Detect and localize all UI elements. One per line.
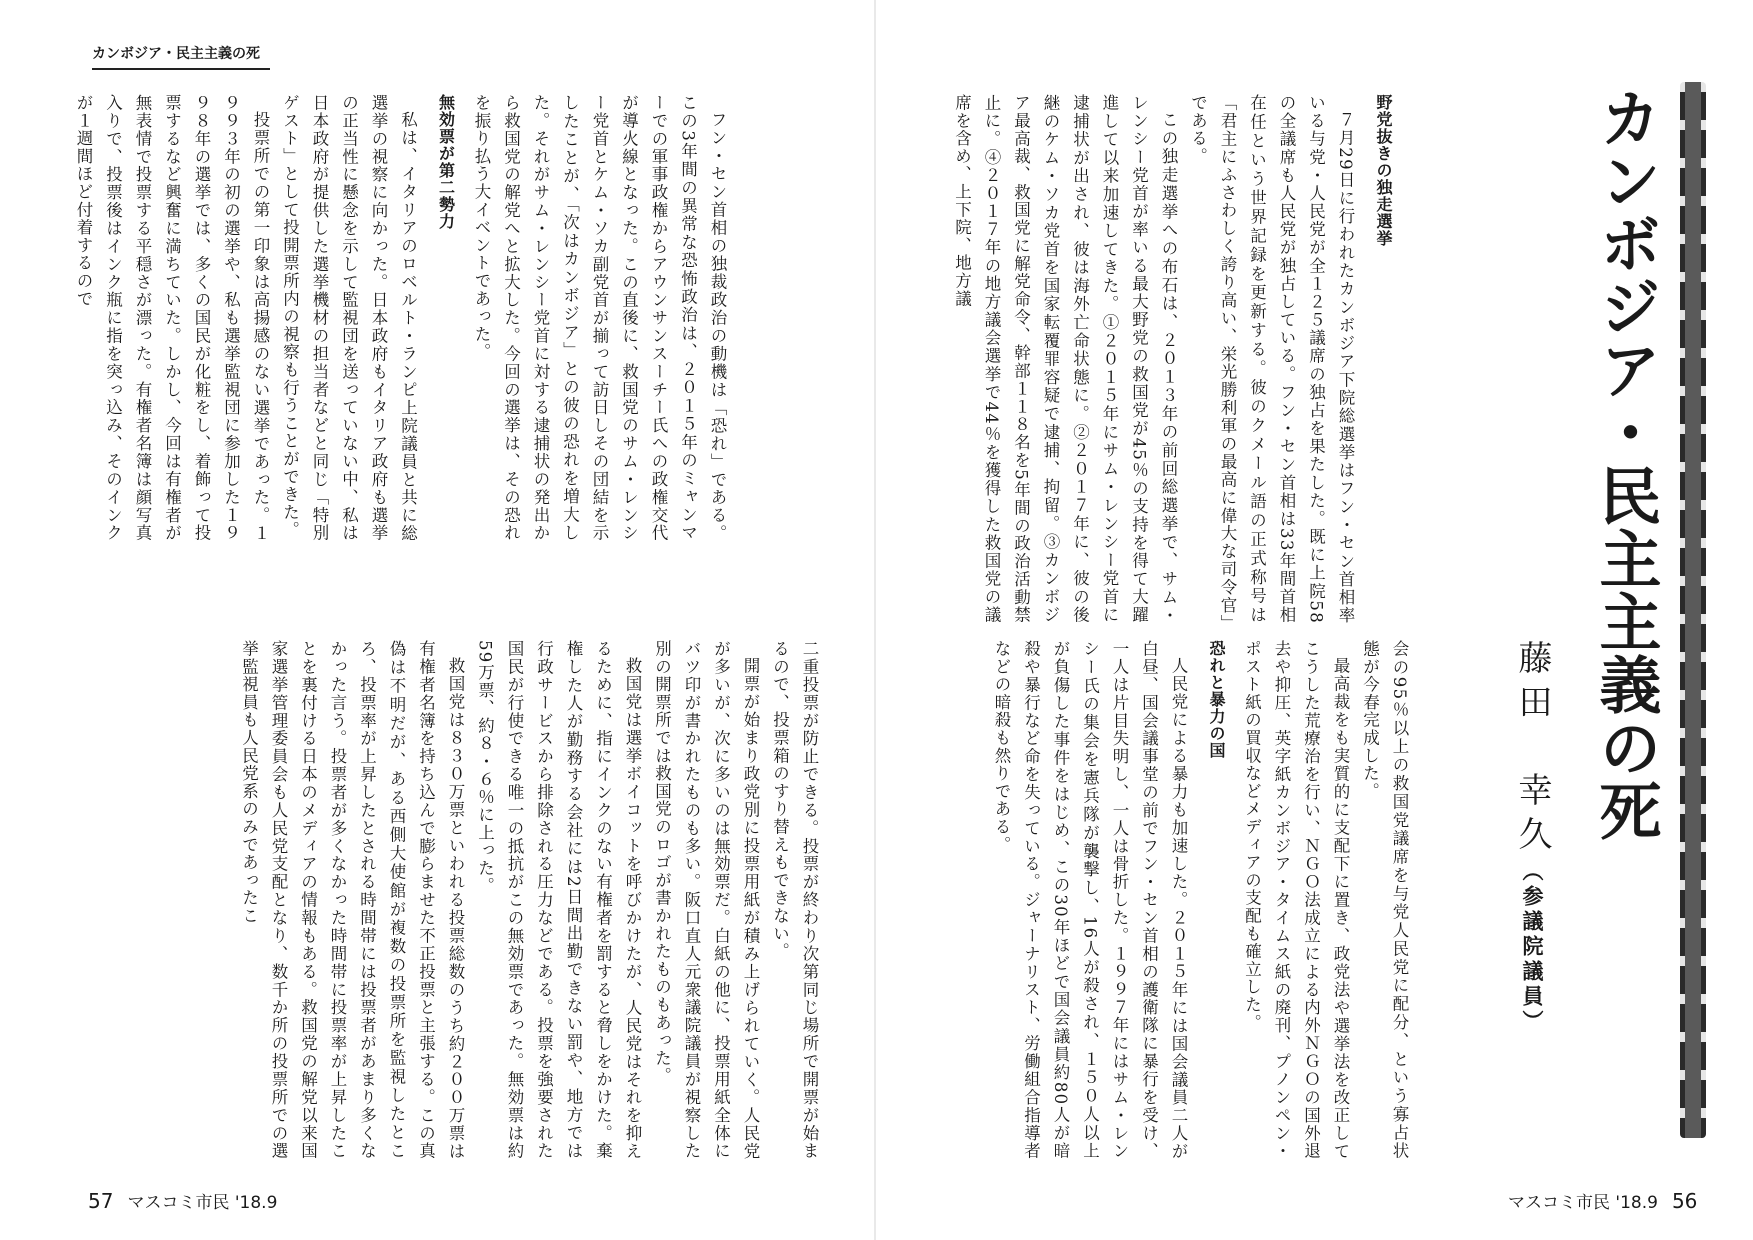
paragraph: 私は、イタリアのロベルト・ランピ上院議員と共に総選挙の視察に向かった。日本政府もイタリア政府も選挙の正当性に懸念を示して監視団を送っていない中、私は日本政府が提供した選挙機材の担当者などと同じ「特別ゲスト」として投開票所内の視察も行うことができた。 [280, 94, 418, 542]
left-lower-column [92, 640, 824, 1160]
running-head: カンボジア・民主主義の死 [92, 42, 270, 70]
article-title: カンボジア・民主主義の死 [1589, 86, 1662, 842]
author-name: 藤田 幸久 [1512, 640, 1552, 860]
page-number: 56 [1671, 1189, 1698, 1213]
page-number: 57 [88, 1189, 114, 1213]
page-number-right [1508, 1188, 1697, 1213]
publication-name: マスコミ市民 '18.9 [1508, 1193, 1658, 1213]
paragraph: 会の95％以上の救国党議席を与党人民党に配分、という寡占状態が今春完成した。 [1360, 640, 1409, 1160]
right-lower-column [934, 640, 1414, 1160]
author-affiliation: （参議院議員） [1520, 860, 1544, 1035]
section-heading-no-opposition: 野党抜きの独走選挙 [1374, 94, 1393, 247]
paragraph: 人民党による暴力も加速した。２０１５年には国会議員二人が白昼、国会議事堂の前でフン・セン首相の護衛隊に暴行を受け、一人は片目失明し、一人は骨折した。１９９７年にはサム・レンシー氏の集会を憲兵隊が襲撃し、16人が殺され、１５０人以上が負傷した事件をはじめ、この30年ほどで国会議員約80人が暗殺や暴行など命を失っている。ジャーナリスト、労働組合指導者などの暗殺も然りである。 [992, 640, 1188, 1160]
paragraph: 救国党は８３０万票といわれる投票総数のうち約２００万票は有権者名簿を持ち込んで膨らませた不正投票と主張する。この真偽は不明だが、ある西側大使館が複数の投票所を監視したところ、投票率が上昇したとされる時間帯には投票者があまり多くなかった言う。投票者が多くなかった時間帯に投票率が上昇したことを裏付ける日本のメディアの情報もある。救国党の解党以来国家選挙管理委員会も人民党支配となり、数千か所の投票所での選挙監視員も人民党系のみであったこ [239, 640, 465, 1160]
section-heading-invalid-votes: 無効票が第二勢力 [436, 94, 456, 230]
section-heading-fear-and-violence: 恐れと暴力の国 [1207, 640, 1226, 759]
left-page [0, 0, 876, 1240]
film-strip-decoration [1680, 82, 1706, 1138]
paragraph: 救国党は選挙ボイコットを呼びかけたが、人民党はそれを抑えるために、指にインクのない有権者を罰すると脅しをかけた。棄権した人が勤務する会社には2日間出勤できない罰や、地方では行政サービスから排除される圧力などである。投票を強要された国民が行使できる唯一の抵抗がこの無効票であった。無効票は約59万票、約８・６％に上った。 [475, 640, 642, 1160]
page-number-left [88, 1188, 277, 1213]
paragraph: フン・セン首相の独裁政治の動機は「恐れ」である。この3年間の異常な恐怖政治は、２０１５年のミャンマーでの軍事政権からアウンサンスーチー氏への政権交代が導火線となった。この直後に、救国党のサム・レンシー党首とケム・ソカ副党首が揃って訪日しその団結を示したことが、「次はカンボジア」との彼の恐れを増大した。それがサム・レンシー党首に対する逮捕状の発出から救国党の解党へと拡大した。今回の選挙は、その恐れを振り払う大イベントであった。 [472, 94, 727, 542]
paragraph: 二重投票が防止できる。投票が終わり次第同じ場所で開票が始まるので、投票箱のすり替えもできない。 [770, 640, 819, 1160]
paragraph: この独走選挙への布石は、２０１３年の前回総選挙で、サム・レンシー党首が率いる最大野党の救国党が45％の支持を得て大躍進して以来加速してきた。①２０１５年にサム・レンシー党首に逮捕状が出され、彼は海外亡命状態に。②２０１７年に、彼の後継のケム・ソカ党首を国家転覆罪容疑で逮捕、拘留。③カンボジア最高裁、救国党に解党命令、幹部１１８名を5年間の政治活動禁止に。④２０１７年の地方議会選挙で44％を獲得した救国党の議席を含め、上下院、地方議 [952, 94, 1178, 624]
paragraph: ７月29日に行われたカンボジア下院総選挙はフン・セン首相率いる与党・人民党が全１２５議席の独占を果たした。既に上院58の全議席も人民党が独占している。フン・セン首相は33年間首相在任という世界記録を更新する。彼のクメール語の正式称号は「君主にふさわしく誇り高い、栄光勝利軍の最高に偉大な司令官」である。 [1188, 94, 1355, 624]
paragraph: 投票所での第一印象は高揚感のない選挙であった。１９９３年の初の選挙や、私も選挙監視団に参加した１９９８年の選挙では、多くの国民が化粧をし、着飾って投票するなど興奮に満ちていた。しかし、今回は有権者が無表情で投票する平穏さが漂った。有権者名簿は顔写真入りで、投票後はインク瓶に指を突っ込み、そのインクが１週間ほど付着するので [74, 94, 270, 542]
right-upper-column [934, 94, 1404, 624]
paragraph: 開票が始まり政党別に投票用紙が積み上げられていく。人民党が多いが、次に多いのは無効票だ。白紙の他に、投票用紙全体にバツ印が書かれたものも多い。阪口直人元衆議院議員が視察した別の開票所では救国党のロゴが書かれたものもあった。 [652, 640, 760, 1160]
left-upper-column [74, 94, 732, 542]
author-byline [1500, 640, 1560, 1035]
paragraph: 最高裁をも実質的に支配下に置き、政党法や選挙法を改正してこうした荒療治を行い、ＮＧＯ法成立による内外ＮＧＯの国外退去や抑圧、英字紙カンボジア・タイムス紙の廃刊、プノンペン・ポスト紙の買収などメディアの支配も確立した。 [1242, 640, 1350, 1160]
publication-name: マスコミ市民 '18.9 [127, 1193, 278, 1213]
